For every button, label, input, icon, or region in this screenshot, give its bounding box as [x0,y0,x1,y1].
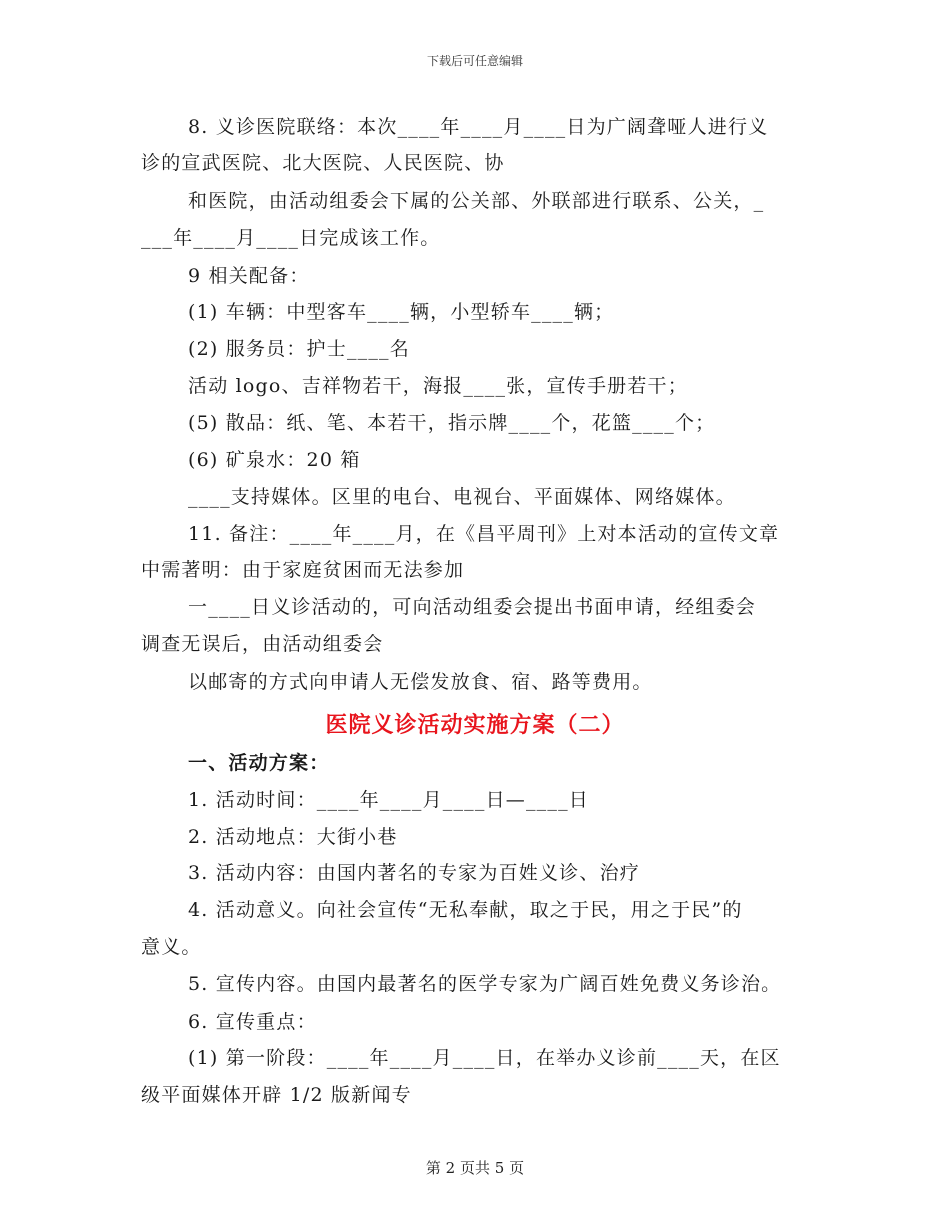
text-line: 11. 备注：____年____月，在《昌平周刊》上对本活动的宣传文章 [188,523,780,545]
text-line: 和医院，由活动组委会下属的公关部、外联部进行联系、公关，_ [188,190,765,212]
text-line: (1) 车辆：中型客车____辆，小型轿车____辆； [188,301,615,323]
text-line: 活动 logo、吉祥物若干，海报____张，宣传手册若干； [188,375,688,397]
text-line: 9 相关配备： [188,265,310,287]
text-line: 以邮寄的方式向申请人无偿发放食、宿、路等费用。 [188,671,653,693]
text-line: 3. 活动内容：由国内著名的专家为百姓义诊、治疗 [188,862,640,884]
text-line: ___年____月____日完成该工作。 [141,227,441,249]
text-line: 级平面媒体开辟 1/2 版新闻专 [141,1084,412,1106]
text-line: 一____日义诊活动的，可向活动组委会提出书面申请，经组委会 [188,596,757,618]
text-line: (1) 第一阶段：____年____月____日，在举办义诊前____天，在区 [188,1047,781,1069]
text-line: (2) 服务员：护士____名 [188,338,410,360]
text-line: 5. 宣传内容。由国内最著名的医学专家为广阔百姓免费义务诊治。 [188,973,782,995]
text-line: 调查无误后，由活动组委会 [141,633,384,655]
text-line: 4. 活动意义。向社会宣传“无私奉献，取之于民，用之于民”的 [188,899,743,921]
text-line: 意义。 [141,936,202,958]
text-line: 8. 义诊医院联络：本次____年____月____日为广阔聋哑人进行义 [188,116,769,138]
text-line: 1. 活动时间：____年____月____日—____日 [188,789,589,811]
text-line: 6. 宣传重点： [188,1011,317,1033]
text-line: 2. 活动地点：大街小巷 [188,826,398,848]
section-heading: 一、活动方案： [188,752,330,774]
text-line: ____支持媒体。区里的电台、电视台、平面媒体、网络媒体。 [188,486,736,508]
text-line: (5) 散品：纸、笔、本若干，指示牌____个，花篮____个； [188,412,716,434]
text-line: (6) 矿泉水：20 箱 [188,449,361,471]
page-footer: 第 2 页共 5 页 [425,1159,525,1177]
text-line: 诊的宣武医院、北大医院、人民医院、协 [141,152,505,174]
text-line: 中需著明：由于家庭贫困而无法参加 [141,559,465,581]
section-title: 医院义诊活动实施方案（二） [325,712,625,738]
page-header: 下载后可任意编辑 [426,54,523,68]
